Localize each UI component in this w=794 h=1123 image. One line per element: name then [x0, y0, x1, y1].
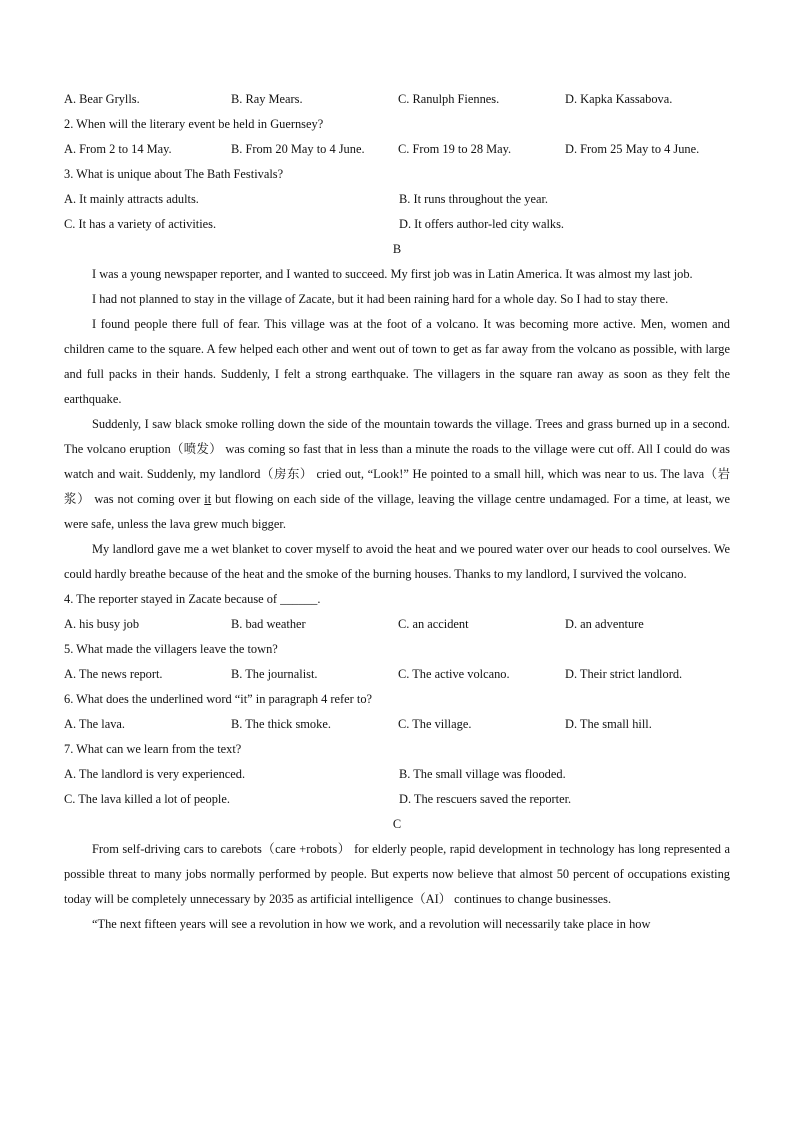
section-c-paragraph-1: From self-driving cars to carebots（care +robots） for elderly people, rapid development in technology has long represented a possible threat to many jobs normally performed by people. But experts now believe that almost 50 percent of occupations existing today will be completely unnecessary by 2035 as artificial intelligence（AI） continues to change businesses. — [64, 842, 730, 906]
section-b-heading: B — [392, 242, 402, 256]
q7-options-row2 — [64, 787, 730, 812]
q6-option-a: A. The lava. — [64, 717, 126, 731]
exam-page — [64, 87, 730, 937]
q7-question: 7. What can we learn from the text? — [64, 742, 242, 756]
q7-option-c: C. The lava killed a lot of people. — [64, 792, 230, 806]
q4-question: 4. The reporter stayed in Zacate because of ______. — [64, 592, 321, 606]
q6-option-c: C. The village. — [398, 717, 472, 731]
p4-text-before: Suddenly, I saw black smoke rolling down the side of the mountain towards the village. Trees and grass burned up in a second. The volcano eruption（喷发） was coming so fast that in less than a minute the roads to the village were cut off. All I could do was watch and wait. Suddenly, my landlord（房东） cried out, “Look!” He pointed to a small hill, which was near to us. The lava（岩浆） was not coming over — [64, 417, 730, 506]
q4-option-a: A. his busy job — [64, 617, 140, 631]
q2-option-c: C. From 19 to 28 May. — [398, 142, 512, 156]
q7-option-d: D. The rescuers saved the reporter. — [399, 792, 572, 806]
q3-option-b: B. It runs throughout the year. — [399, 192, 549, 206]
q6-options — [64, 712, 730, 737]
section-b-paragraph-5: My landlord gave me a wet blanket to cover myself to avoid the heat and we poured water over our heads to cool ourselves. We could hardly breathe because of the heat and the smoke of the burning houses. Thanks to my landlord, I survived the volcano. — [64, 542, 730, 581]
q2-question: 2. When will the literary event be held in Guernsey? — [64, 117, 324, 131]
section-c-paragraph-2: “The next fifteen years will see a revolution in how we work, and a revolution will necessarily take place in how — [92, 917, 651, 931]
section-b-paragraph-4 — [64, 412, 730, 537]
q5-option-b: B. The journalist. — [231, 667, 318, 681]
q3-options-row1 — [64, 187, 730, 212]
q1-option-a: A. Bear Grylls. — [64, 92, 140, 106]
q2-option-a: A. From 2 to 14 May. — [64, 142, 172, 156]
q1-option-d: D. Kapka Kassabova. — [565, 92, 673, 106]
q7-options-row1 — [64, 762, 730, 787]
q2-option-d: D. From 25 May to 4 June. — [565, 142, 700, 156]
q7-option-b: B. The small village was flooded. — [399, 767, 566, 781]
q1-option-b: B. Ray Mears. — [231, 92, 303, 106]
q1-option-c: C. Ranulph Fiennes. — [398, 92, 500, 106]
q2-options — [64, 137, 730, 162]
q3-option-c: C. It has a variety of activities. — [64, 217, 217, 231]
underlined-word-it: it — [204, 492, 212, 506]
q2-option-b: B. From 20 May to 4 June. — [231, 142, 365, 156]
q7-option-a: A. The landlord is very experienced. — [64, 767, 246, 781]
section-b-paragraph-1: I was a young newspaper reporter, and I wanted to succeed. My first job was in Latin America. It was almost my last job. — [92, 267, 693, 281]
q5-option-c: C. The active volcano. — [398, 667, 510, 681]
q5-options — [64, 662, 730, 687]
q4-option-d: D. an adventure — [565, 617, 644, 631]
q4-option-c: C. an accident — [398, 617, 469, 631]
q3-option-d: D. It offers author-led city walks. — [399, 217, 565, 231]
q1-options — [64, 87, 730, 112]
q3-option-a: A. It mainly attracts adults. — [64, 192, 199, 206]
section-b-paragraph-2: I had not planned to stay in the village of Zacate, but it had been raining hard for a whole day. So I had to stay there. — [92, 292, 669, 306]
q6-question: 6. What does the underlined word “it” in paragraph 4 refer to? — [64, 692, 373, 706]
q6-option-d: D. The small hill. — [565, 717, 652, 731]
q4-option-b: B. bad weather — [231, 617, 306, 631]
q3-options-row2 — [64, 212, 730, 237]
q6-option-b: B. The thick smoke. — [231, 717, 331, 731]
q5-option-a: A. The news report. — [64, 667, 163, 681]
section-b-paragraph-3: I found people there full of fear. This village was at the foot of a volcano. It was becoming more active. Men, women and children came to the square. A few helped each other and went out of town to get as far away from the volcano as possible, with large and full packs in their hands. Suddenly, I felt a strong earthquake. The villagers in the square ran away as soon as they felt the earthquake. — [64, 317, 730, 406]
q5-question: 5. What made the villagers leave the town? — [64, 642, 278, 656]
q5-option-d: D. Their strict landlord. — [565, 667, 683, 681]
section-c-heading: C — [392, 817, 402, 831]
p4-text-after: but flowing on each side of the village, leaving the village centre undamaged. For a time, at least, we were safe, unless the lava grew much bigger. — [64, 492, 730, 531]
q4-options — [64, 612, 730, 637]
q3-question: 3. What is unique about The Bath Festivals? — [64, 167, 284, 181]
